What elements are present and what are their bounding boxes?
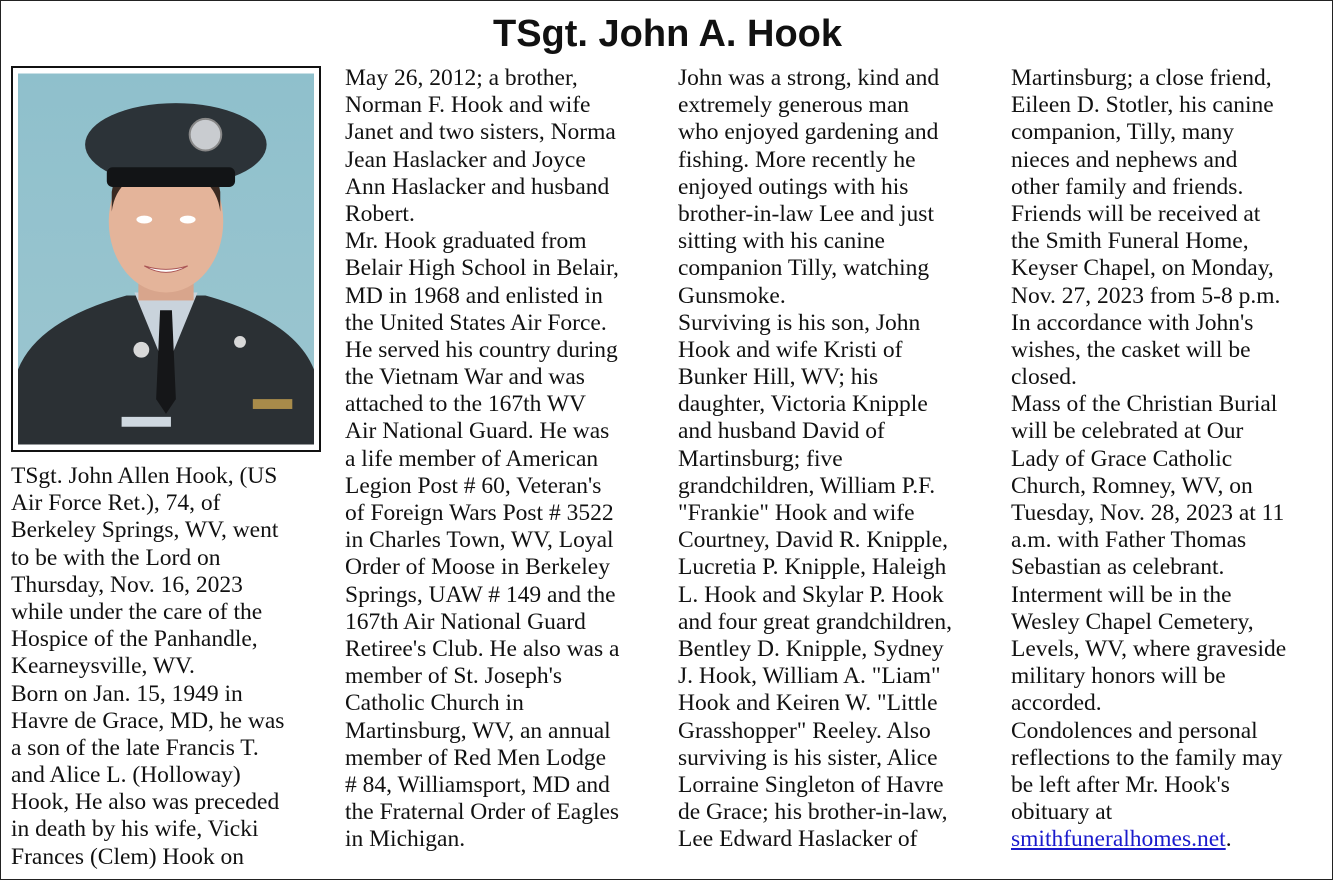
text-line: companion Tilly, watching (678, 255, 930, 282)
text-line: Catholic Church in (345, 690, 524, 717)
text-line: the United States Air Force. (345, 309, 607, 336)
text-line: Surviving is his son, John (678, 309, 921, 336)
text-line: a.m. with Father Thomas (1011, 527, 1247, 554)
text-line: member of St. Joseph's (345, 663, 563, 690)
text-line: Condolences and personal (1011, 717, 1258, 744)
text-line: the Fraternal Order of Eagles (345, 799, 620, 826)
text-line: Mass of the Christian Burial (1011, 391, 1278, 418)
text-line: Mr. Hook graduated from (345, 228, 587, 255)
text-line: Hook and Keiren W. "Little (678, 690, 938, 717)
text-line: Lady of Grace Catholic (1011, 445, 1233, 472)
text-line: Keyser Chapel, on Monday, (1011, 255, 1274, 282)
text-line: May 26, 2012; a brother, (345, 65, 578, 91)
text-line: wishes, the casket will be (1011, 336, 1251, 363)
text-line: Bunker Hill, WV; his (678, 364, 879, 391)
text-line: Bentley D. Knipple, Sydney (678, 635, 944, 662)
text-line: Order of Moose in Berkeley (345, 554, 610, 581)
text-line: Retiree's Club. He also was a (345, 635, 620, 662)
text-line: Hook and wife Kristi of (678, 336, 903, 363)
website-line (1011, 826, 1286, 853)
text-line: MD in 1968 and enlisted in (345, 282, 603, 309)
obituary-column-3 (678, 65, 952, 853)
text-line: Lee Edward Haslacker of (678, 826, 918, 853)
text-line: to be with the Lord on (11, 544, 221, 571)
text-line: brother-in-law Lee and just (678, 200, 934, 227)
text-line: fishing. More recently he (678, 146, 916, 173)
text-line: Courtney, David R. Knipple, (678, 527, 948, 554)
text-line: Friends will be received at (1011, 200, 1261, 227)
text-line: Norman F. Hook and wife (345, 92, 591, 119)
portrait-photo-icon (18, 73, 314, 445)
text-line: Air National Guard. He was (345, 418, 610, 445)
text-line: Martinsburg; a close friend, (1011, 65, 1272, 91)
text-line: Nov. 27, 2023 from 5-8 p.m. (1011, 282, 1281, 309)
text-line: Wesley Chapel Cemetery, (1011, 608, 1254, 635)
portrait-photo (11, 66, 321, 452)
text-line: 167th Air National Guard (345, 608, 586, 635)
text-line: John was a strong, kind and (678, 65, 940, 91)
text-line: a life member of American (345, 445, 599, 472)
text-line: grandchildren, William P.F. (678, 472, 936, 499)
obituary-column-2 (345, 65, 619, 853)
obituary-title: TSgt. John A. Hook (492, 13, 842, 55)
text-line: in death by his wife, Vicki (11, 816, 259, 843)
text-line: closed. (1011, 364, 1077, 391)
text-line: Church, Romney, WV, on (1011, 472, 1253, 499)
text-line: J. Hook, William A. "Liam" (678, 663, 941, 690)
text-line: be left after Mr. Hook's (1011, 771, 1230, 798)
text-line: and Alice L. (Holloway) (11, 762, 241, 789)
text-line: Ann Haslacker and husband (345, 173, 610, 200)
text-line: daughter, Victoria Knipple (678, 391, 928, 418)
text-line: Grasshopper" Reeley. Also (678, 717, 931, 744)
obituary-column-1 (11, 463, 284, 871)
text-line: sitting with his canine (678, 228, 885, 255)
text-line: Martinsburg; five (678, 445, 843, 472)
text-line: accorded. (1011, 690, 1102, 717)
text-line: surviving is his sister, Alice (678, 744, 938, 771)
text-line: Tuesday, Nov. 28, 2023 at 11 (1011, 500, 1285, 526)
text-line: Belair High School in Belair, (345, 255, 619, 282)
text-line: the Smith Funeral Home, (1011, 228, 1249, 255)
text-line: of Foreign Wars Post # 3522 (345, 500, 614, 526)
text-line: while under the care of the (11, 598, 263, 625)
text-line: the Vietnam War and was (345, 364, 585, 391)
text-line: Hook, He also was preceded (11, 789, 280, 816)
text-line: Sebastian as celebrant. (1011, 554, 1225, 581)
text-line: who enjoyed gardening and (678, 119, 939, 146)
text-line: Lorraine Singleton of Havre (678, 771, 944, 798)
text-line: other family and friends. (1011, 173, 1244, 200)
text-line: enjoyed outings with his (678, 173, 909, 200)
text-line: nieces and nephews and (1011, 146, 1238, 173)
text-line: Martinsburg, WV, an annual (345, 717, 611, 744)
obituary-column-4 (1011, 65, 1286, 853)
text-line: Havre de Grace, MD, he was (11, 707, 285, 734)
text-line: Robert. (345, 200, 415, 227)
text-line: Berkeley Springs, WV, went (11, 517, 279, 544)
text-line: military honors will be (1011, 663, 1226, 690)
text-line: Lucretia P. Knipple, Haleigh (678, 554, 947, 581)
funeral-home-website-link[interactable]: smithfuneralhomes.net (1011, 826, 1226, 853)
text-line: a son of the late Francis T. (11, 734, 259, 761)
text-line: L. Hook and Skylar P. Hook (678, 581, 944, 608)
text-line: in Michigan. (345, 826, 466, 853)
text-line: attached to the 167th WV (345, 391, 587, 418)
text-line: extremely generous man (678, 92, 909, 119)
text-line: In accordance with John's (1011, 309, 1254, 336)
text-line: TSgt. John Allen Hook, (US (11, 463, 278, 489)
text-line: Air Force Ret.), 74, of (11, 490, 221, 517)
text-line: in Charles Town, WV, Loyal (345, 527, 614, 554)
text-line: and four great grandchildren, (678, 608, 953, 635)
text-line: He served his country during (345, 336, 618, 363)
text-line: member of Red Men Lodge (345, 744, 607, 771)
text-line: Levels, WV, where graveside (1011, 635, 1287, 662)
text-line: Frances (Clem) Hook on (11, 843, 244, 870)
text-line: Jean Haslacker and Joyce (345, 146, 586, 173)
text-line: obituary at (1011, 799, 1113, 826)
trailing-period: . (1225, 826, 1232, 853)
text-line: Thursday, Nov. 16, 2023 (11, 571, 243, 598)
text-line: and husband David of (678, 418, 885, 445)
text-line: Springs, UAW # 149 and the (345, 581, 616, 608)
text-line: de Grace; his brother-in-law, (678, 799, 948, 826)
text-line: Eileen D. Stotler, his canine (1011, 92, 1274, 119)
text-line: Born on Jan. 15, 1949 in (11, 680, 243, 707)
text-line: Hospice of the Panhandle, (11, 626, 258, 653)
text-line: # 84, Williamsport, MD and (345, 771, 610, 798)
text-line: "Frankie" Hook and wife (678, 500, 915, 526)
text-line: Janet and two sisters, Norma (345, 119, 616, 146)
text-line: Kearneysville, WV. (11, 653, 195, 680)
text-line: Interment will be in the (1011, 581, 1232, 608)
text-line: companion, Tilly, many (1011, 119, 1235, 146)
text-line: Gunsmoke. (678, 282, 786, 309)
text-line: will be celebrated at Our (1011, 418, 1244, 445)
text-line: reflections to the family may (1011, 744, 1283, 771)
text-line: Legion Post # 60, Veteran's (345, 472, 602, 499)
